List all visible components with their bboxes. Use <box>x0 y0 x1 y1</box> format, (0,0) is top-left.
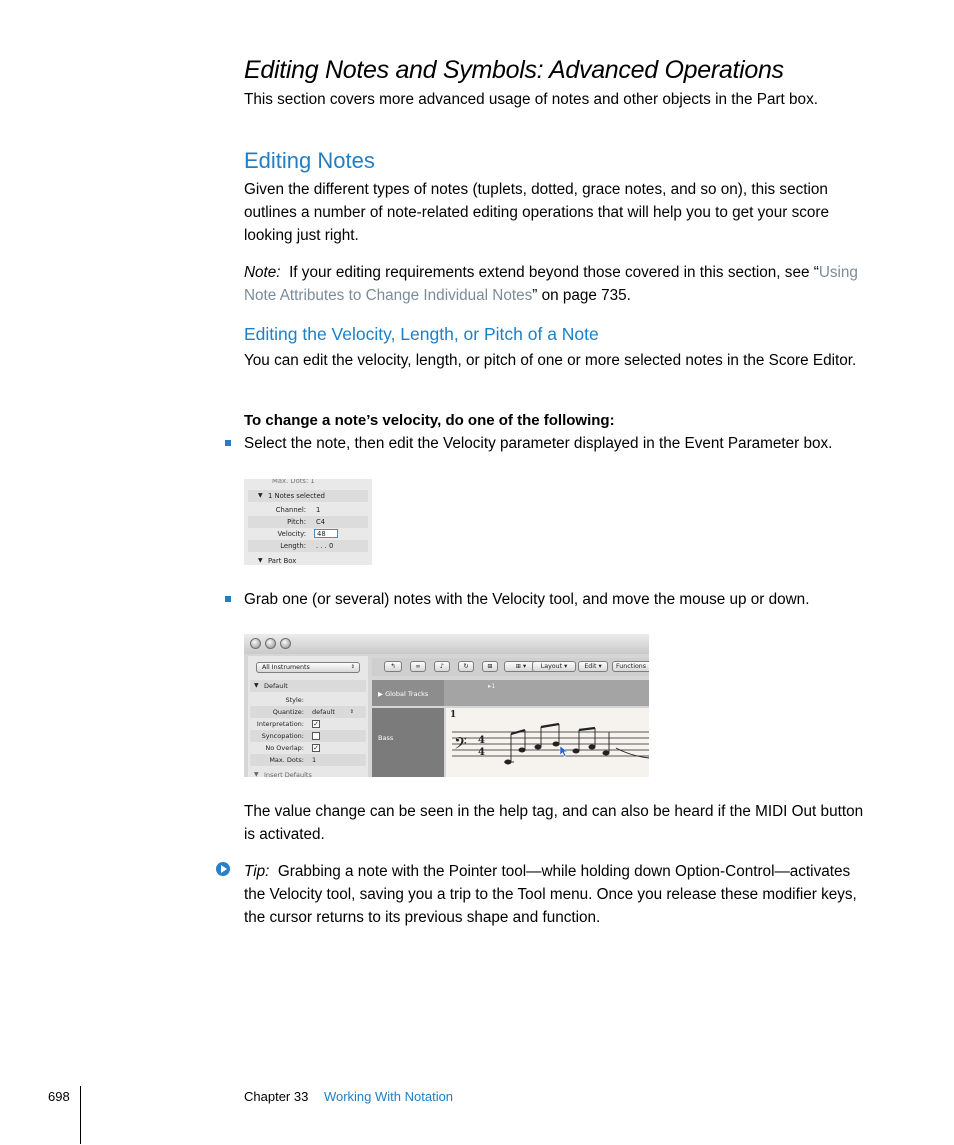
tip-arrow-icon <box>216 862 230 876</box>
bullet-item: Select the note, then edit the Velocity parameter displayed in the Event Parameter box. <box>244 435 833 452</box>
svg-text:4: 4 <box>478 747 485 758</box>
content-icon[interactable]: ⊞ <box>482 661 498 672</box>
score-editor-screenshot <box>244 634 649 777</box>
bullet-marker <box>225 596 231 602</box>
track-name[interactable]: Bass <box>378 734 394 742</box>
note-paragraph <box>244 261 869 307</box>
score-area[interactable] <box>446 708 649 777</box>
intro-paragraph: This section covers more advanced usage of notes and other objects in the Part box. <box>244 91 818 108</box>
event-parameter-box-screenshot <box>244 479 372 565</box>
page-number: 698 <box>48 1089 70 1104</box>
section-title: Editing Notes <box>244 148 375 173</box>
svg-text:4: 4 <box>478 735 485 746</box>
syncopation-checkbox[interactable] <box>312 732 320 740</box>
note-text-before: If your editing requirements extend beyond those covered in this section, see “ <box>289 264 819 281</box>
length-row: Length: . . . 0 <box>248 540 368 552</box>
instrument-selector[interactable]: All Instruments ⇕ <box>256 662 360 673</box>
bullet-item: Grab one (or several) notes with the Velocity tool, and move the mouse up or down. <box>244 591 810 608</box>
max-dots-row: Max. Dots: 1 <box>250 754 366 766</box>
zoom-window-button[interactable] <box>280 638 291 649</box>
chapter-title-link[interactable]: Working With Notation <box>323 1089 454 1104</box>
functions-menu[interactable]: Functions <box>612 661 649 672</box>
task-heading: To change a note’s velocity, do one of the following: <box>244 412 615 429</box>
after-paragraph: The value change can be seen in the help tag, and can also be heard if the MIDI Out button is activated. <box>244 803 864 843</box>
insert-defaults-header[interactable]: ▼ Insert Defaults <box>254 771 312 777</box>
subsection-title: Editing the Velocity, Length, or Pitch of a Note <box>244 324 599 344</box>
note-label: Note: <box>244 264 281 281</box>
quantize-row[interactable]: Quantize: default ⇕ <box>250 706 366 718</box>
part-box-header[interactable]: ▼ Part Box <box>258 557 297 565</box>
bar-number: 1 <box>450 710 457 720</box>
tip-text: Grabbing a note with the Pointer tool—while holding down Option-Control—activates the Velocity tool, saving you a trip to the Tool menu. Once you release these modifier keys, the cursor returns to its previous shape and function. <box>244 863 857 926</box>
tip-paragraph <box>244 860 869 929</box>
syncopation-row: Syncopation: <box>250 730 366 742</box>
tip-label: Tip: <box>244 863 270 880</box>
bullet-marker <box>225 440 231 446</box>
no-overlap-row: No Overlap: ✓ <box>265 744 319 752</box>
style-row: Style: <box>285 696 304 704</box>
svg-text:𝄢: 𝄢 <box>454 733 467 757</box>
close-window-button[interactable] <box>250 638 261 649</box>
midi-out-icon[interactable]: ♪ <box>434 661 450 672</box>
channel-row: Channel: 1 <box>275 506 321 514</box>
interpretation-checkbox[interactable]: ✓ <box>313 720 319 728</box>
tab-settings[interactable]: ⊞ ▾ <box>504 661 538 672</box>
max-dots-row: Max. Dots: 1 <box>272 479 315 485</box>
footer-chapter <box>244 1089 453 1104</box>
interpretation-row: Interpretation: ✓ <box>256 720 319 728</box>
track-list <box>372 708 444 777</box>
pitch-row: Pitch: C4 <box>248 516 368 528</box>
page-heading: Editing Notes and Symbols: Advanced Operations <box>244 56 784 84</box>
staff-notation <box>446 708 649 777</box>
velocity-cursor-icon <box>560 746 568 757</box>
catch-icon[interactable]: ↻ <box>458 661 474 672</box>
velocity-row: Velocity: 48 <box>248 528 368 540</box>
note-text-after: ” on page 735. <box>532 287 631 304</box>
cross-reference-link[interactable]: Using Note Attributes to Change Individual Notes <box>244 264 858 304</box>
no-overlap-checkbox[interactable]: ✓ <box>313 744 319 752</box>
subsection-paragraph: You can edit the velocity, length, or pitch of one or more selected notes in the Score Editor. <box>244 352 857 369</box>
ruler-marker: ▸1 <box>488 682 496 690</box>
global-tracks-label[interactable]: ▶ Global Tracks <box>378 690 429 698</box>
back-icon[interactable]: ↰ <box>384 661 402 672</box>
window-titlebar <box>244 634 649 654</box>
velocity-field[interactable]: 48 <box>314 529 338 538</box>
default-group-header[interactable]: ▼ Default <box>250 680 366 692</box>
edit-menu[interactable]: Edit ▾ <box>578 661 608 672</box>
inspector-pane <box>248 656 368 777</box>
section-paragraph: Given the different types of notes (tuplets, dotted, grace notes, and so on), this section outlines a number of note-related editing operations that will help you to get your score looking just right. <box>244 181 830 244</box>
notes-selected-header[interactable]: ▼ 1 Notes selected <box>248 490 368 502</box>
minimize-window-button[interactable] <box>265 638 276 649</box>
layout-menu[interactable]: Layout ▾ <box>532 661 576 672</box>
footer-divider <box>80 1086 81 1144</box>
chapter-label: Chapter 33 <box>244 1089 309 1104</box>
editor-toolbar <box>372 658 649 676</box>
link-icon[interactable]: ∞ <box>410 661 426 672</box>
global-tracks-row <box>372 680 649 706</box>
